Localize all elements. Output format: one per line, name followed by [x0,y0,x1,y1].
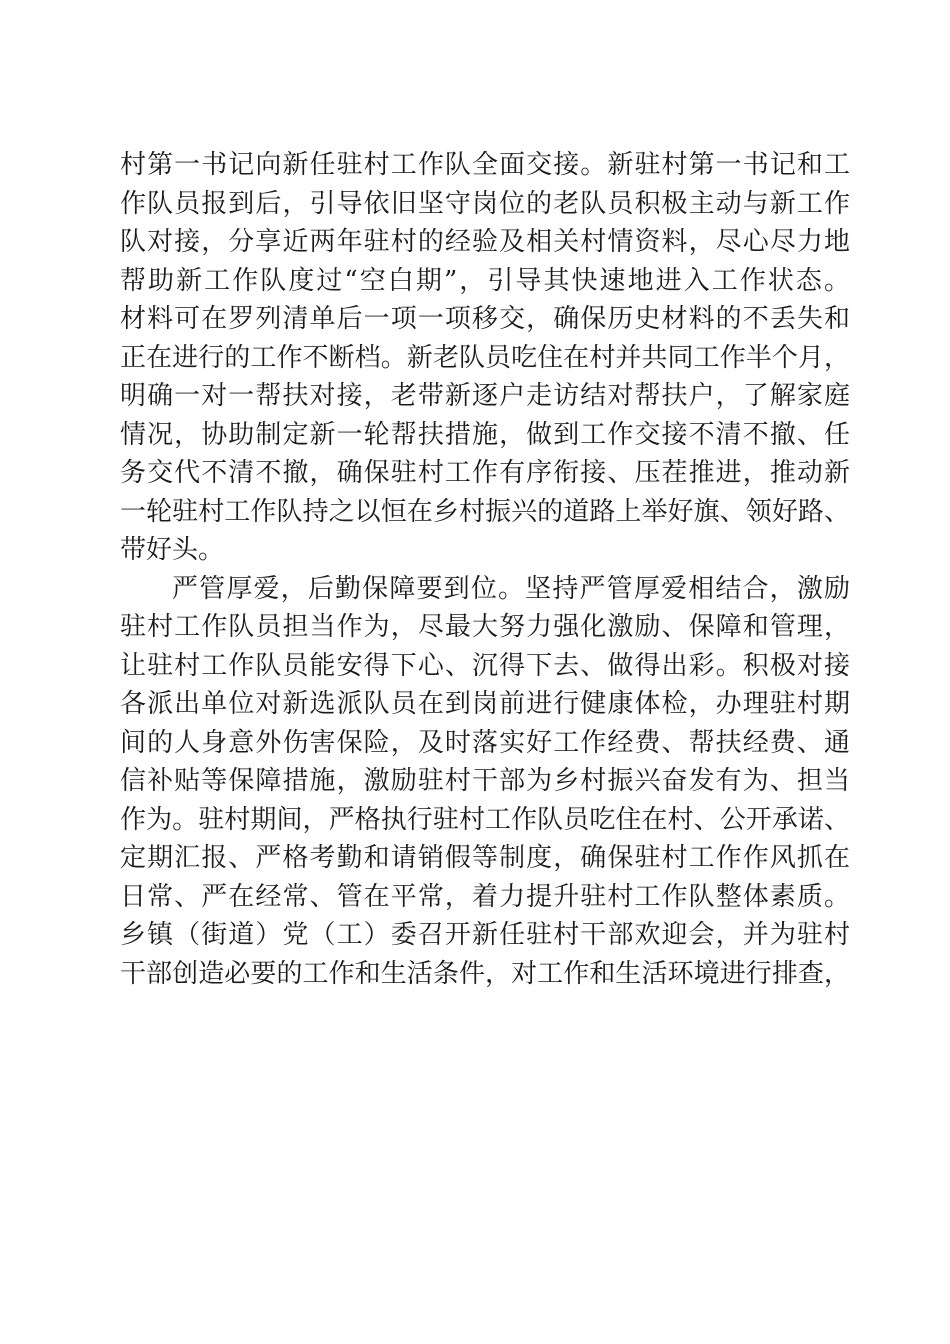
text-line: 定期汇报、严格考勤和请销假等制度，确保驻村工作作风抓在 [120,843,850,873]
text-line: 正在进行的工作不断档。新老队员吃住在村并共同工作半个月， [120,342,850,373]
text-line: 日常、严在经常、管在平常，着力提升驻村工作队整体素质。 [120,881,850,912]
paragraph-2 [120,570,850,994]
text-line: 乡镇（街道）党（工）委召开新任驻村干部欢迎会，并为驻村 [120,920,850,950]
text-line: 严管厚爱，后勤保障要到位。坚持严管厚爱相结合，激励 [172,573,850,604]
text-line: 明确一对一帮扶对接，老带新逐户走访结对帮扶户，了解家庭 [120,381,850,411]
text-line: 各派出单位对新选派队员在到岗前进行健康体检，办理驻村期 [120,689,850,719]
body-text [120,146,850,993]
text-line: 作队员报到后，引导依旧坚守岗位的老队员积极主动与新工作 [120,188,850,219]
text-line: 间的人身意外伤害保险，及时落实好工作经费、帮扶经费、通 [120,727,850,758]
text-line: 队对接，分享近两年驻村的经验及相关村情资料，尽心尽力地 [120,227,850,257]
text-line: 带好头。 [120,535,225,565]
text-line: 驻村工作队员担当作为，尽最大努力强化激励、保障和管理， [120,612,850,642]
text-line: 帮助新工作队度过“空白期”，引导其快速地进入工作状态。 [120,265,850,296]
text-line: 干部创造必要的工作和生活条件，对工作和生活环境进行排查， [120,958,850,989]
text-line: 让驻村工作队员能安得下心、沉得下去、做得出彩。积极对接 [120,650,850,681]
paragraph-1 [120,146,850,570]
text-line: 务交代不清不撤，确保驻村工作有序衔接、压茬推进，推动新 [120,458,850,488]
text-line: 信补贴等保障措施，激励驻村干部为乡村振兴奋发有为、担当 [120,766,850,796]
text-line: 作为。驻村期间，严格执行驻村工作队员吃住在村、公开承诺、 [120,804,850,835]
text-line: 村第一书记向新任驻村工作队全面交接。新驻村第一书记和工 [120,150,850,180]
text-line: 一轮驻村工作队持之以恒在乡村振兴的道路上举好旗、领好路、 [120,496,850,527]
text-line: 情况，协助制定新一轮帮扶措施，做到工作交接不清不撤、任 [120,419,850,450]
text-line: 材料可在罗列清单后一项一项移交，确保历史材料的不丢失和 [120,304,850,334]
